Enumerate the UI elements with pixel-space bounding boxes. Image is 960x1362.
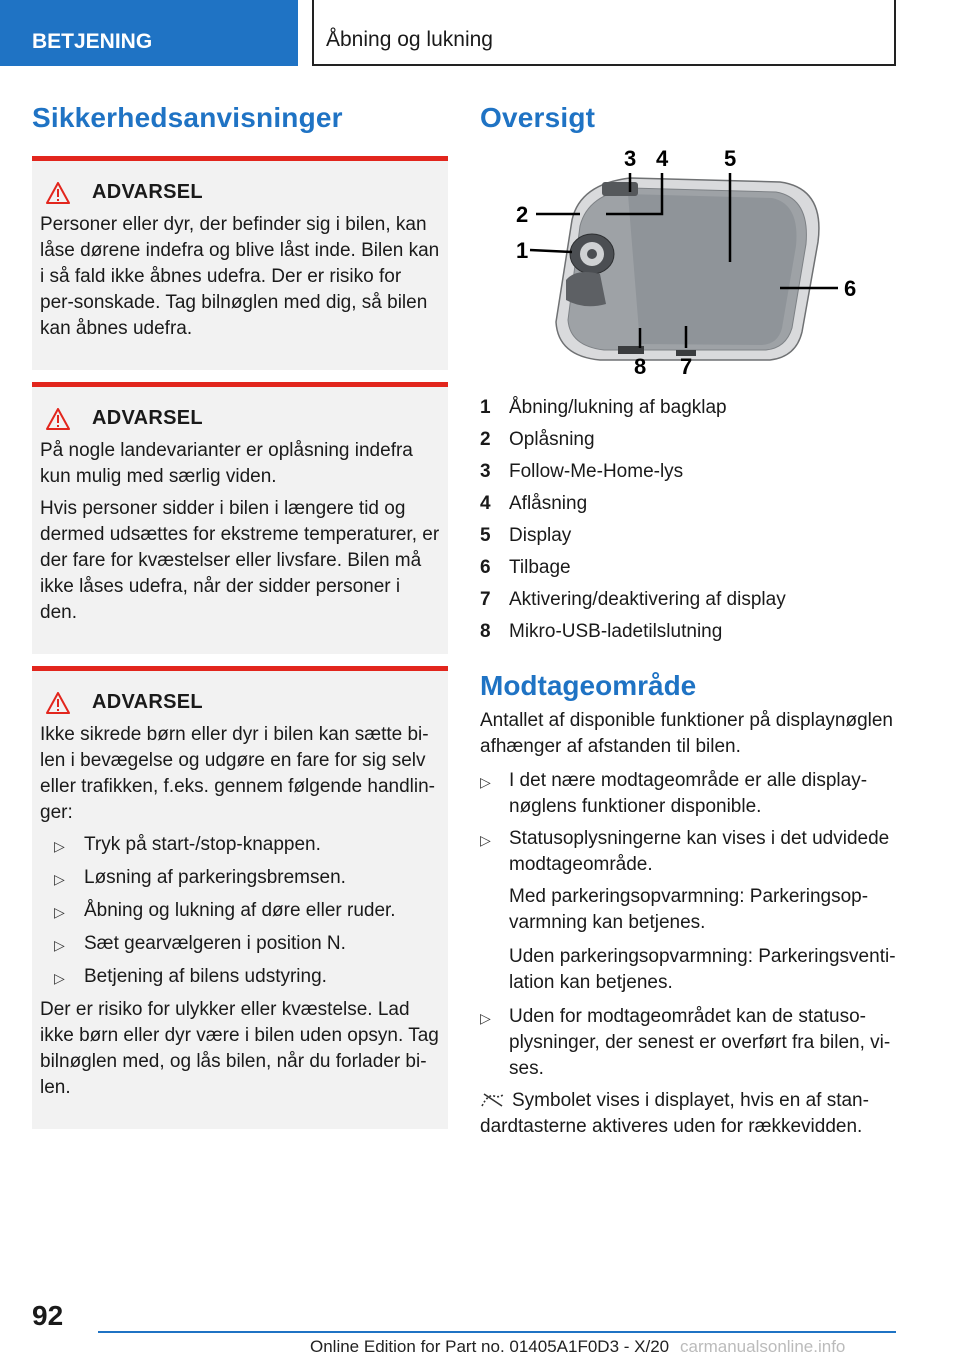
warning-triangle-icon (46, 408, 70, 430)
right-column (480, 102, 900, 1140)
list-item-text: Sæt gearvælgeren i position N. (84, 933, 346, 954)
callout-6: 6 (844, 276, 857, 301)
figure-legend (480, 392, 900, 648)
list-item (40, 964, 440, 991)
reception-intro: Antallet af disponible funktioner på displaynøglen afhænger af afstanden til bilen. (480, 710, 893, 757)
list-item (480, 826, 900, 878)
reception-list-cont (480, 1004, 900, 1082)
callout-4: 4 (656, 146, 669, 171)
list-item-text: Tryk på start-/stop-knappen. (84, 834, 321, 855)
warning-text: Ikke sikrede børn eller dyr i bilen kan sætte bi-len i bevægelse og udgøre en fare for sig selv eller trafikken, f.eks. gennem følgende handlin-ger: (40, 724, 435, 823)
list-item (40, 898, 440, 925)
list-item (480, 456, 900, 488)
warning-header (46, 181, 440, 204)
callout-7: 7 (680, 354, 693, 379)
list-item (480, 552, 900, 584)
legend-number: 7 (480, 589, 491, 610)
symbol-note (480, 1088, 900, 1140)
triangle-bullet-icon: ▷ (54, 838, 65, 854)
legend-number: 2 (480, 429, 491, 450)
triangle-bullet-icon: ▷ (480, 774, 491, 790)
list-item-text: Statusoplysningerne kan vises i det udvidede modtageområde. (509, 828, 890, 875)
page-header (0, 0, 960, 66)
callout-3: 3 (624, 146, 637, 171)
warning-box-1 (32, 156, 448, 370)
warning-header (46, 691, 440, 714)
footer-edition: Online Edition for Part no. 01405A1F0D3 - X/20 (310, 1337, 670, 1356)
triangle-bullet-icon: ▷ (480, 1010, 491, 1026)
triangle-bullet-icon: ▷ (54, 904, 65, 920)
warning-triangle-icon (46, 692, 70, 714)
legend-number: 6 (480, 557, 491, 578)
list-item-text: Løsning af parkeringsbremsen. (84, 867, 346, 888)
list-item (40, 931, 440, 958)
footer-divider (98, 1331, 896, 1333)
list-item (480, 392, 900, 424)
warning-step-list (40, 832, 440, 991)
legend-text: Oplåsning (509, 429, 595, 450)
list-item-text: Åbning og lukning af døre eller ruder. (84, 900, 396, 921)
legend-number: 3 (480, 461, 491, 482)
list-item (480, 616, 900, 648)
section-title-overview: Oversigt (480, 102, 596, 133)
legend-text: Display (509, 525, 572, 546)
list-item (40, 865, 440, 892)
triangle-bullet-icon: ▷ (54, 937, 65, 953)
list-item-text: Betjening af bilens udstyring. (84, 966, 327, 987)
warning-text: Personer eller dyr, der befinder sig i bilen, kan låse dørene indefra og blive låst inde. Bilen kan i så fald ikke åbnes udefra. Der er risiko for per-sonskade. Tag bilnøglen med dig, så bilen kan åbnes udefra. (40, 214, 440, 339)
reception-list (480, 768, 900, 878)
callout-1: 1 (516, 238, 529, 263)
warning-header (46, 407, 440, 430)
list-item (480, 520, 900, 552)
symbol-note-text: Symbolet vises i displayet, hvis en af stan-dardtasterne aktiveres uden for rækkevidden. (480, 1090, 869, 1137)
display-key-illustration (480, 142, 900, 382)
triangle-bullet-icon: ▷ (480, 832, 491, 848)
warning-text: Der er risiko for ulykker eller kvæstelse. Lad ikke børn eller dyr være i bilen uden opsyn. Tag bilnøglen med, og lås bilen, når du forlader bi-len. (40, 999, 439, 1098)
callout-8: 8 (634, 354, 647, 379)
watermark: carmanualsonline.info (680, 1337, 846, 1356)
list-item-text: Uden for modtageområdet kan de statuso-plysninger, der senest er overført fra bilen, vi-ses. (509, 1006, 891, 1079)
subsection-title-reception: Modtageområde (480, 670, 697, 701)
warning-label: ADVARSEL (92, 181, 203, 203)
section-tab[interactable]: BETJENING (0, 0, 298, 66)
warning-box-2 (32, 382, 448, 654)
list-item (480, 488, 900, 520)
list-item (480, 768, 900, 820)
reception-subnote: Uden parkeringsopvarmning: Parkeringsventi-lation kan betjenes. (509, 946, 896, 993)
page-number: 92 (32, 1300, 64, 1331)
triangle-bullet-icon: ▷ (54, 970, 65, 986)
warning-label: ADVARSEL (92, 407, 203, 429)
callout-2: 2 (516, 202, 529, 227)
warning-text: På nogle landevarianter er oplåsning indefra kun mulig med særlig viden. (40, 440, 413, 487)
warning-box-3 (32, 666, 448, 1129)
triangle-bullet-icon: ▷ (54, 871, 65, 887)
legend-number: 1 (480, 397, 491, 418)
warning-label: ADVARSEL (92, 691, 203, 713)
legend-text: Tilbage (509, 557, 571, 578)
list-item (480, 1004, 900, 1082)
legend-text: Follow-Me-Home-lys (509, 461, 684, 482)
warning-text: Hvis personer sidder i bilen i længere tid og dermed udsættes for ekstreme temperaturer, er der fare for kvæstelser eller livsfare. Bilen må ikke låses udefra, når der sidder personer i den. (40, 498, 440, 623)
list-item-text: I det nære modtageområde er alle display-nøglens funktioner disponible. (509, 770, 868, 817)
section-title-safety: Sikkerhedsanvisninger (32, 102, 343, 133)
list-item (40, 832, 440, 859)
chapter-title: Åbning og lukning (312, 0, 896, 66)
legend-number: 5 (480, 525, 491, 546)
legend-text: Aflåsning (509, 493, 588, 514)
left-column (32, 102, 448, 1141)
callout-5: 5 (724, 146, 737, 171)
reception-subnote: Med parkeringsopvarmning: Parkeringsop-varmning kan betjenes. (509, 886, 869, 933)
list-item (480, 584, 900, 616)
legend-text: Aktivering/deaktivering af display (509, 589, 786, 610)
legend-number: 4 (480, 493, 491, 514)
warning-triangle-icon (46, 182, 70, 204)
out-of-range-key-icon (480, 1092, 506, 1108)
legend-text: Åbning/lukning af bagklap (509, 397, 727, 418)
list-item (480, 424, 900, 456)
legend-number: 8 (480, 621, 491, 642)
legend-text: Mikro-USB-ladetilslutning (509, 621, 723, 642)
